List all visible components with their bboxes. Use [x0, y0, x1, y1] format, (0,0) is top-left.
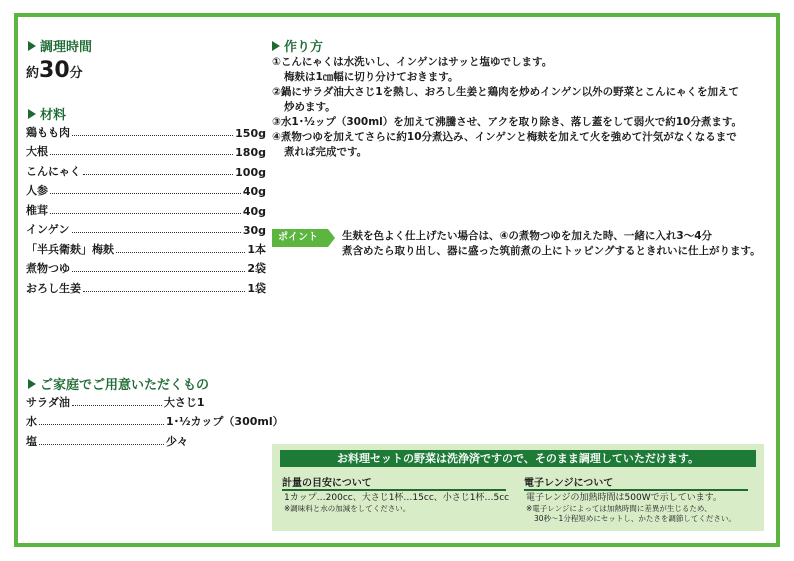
microwave-title: 電子レンジについて [524, 478, 614, 489]
measure-title: 計量の目安について [282, 478, 372, 489]
ingredient-row: 煮物つゆ 2袋 [26, 262, 266, 275]
ingredient-row: 人参 40g [26, 184, 266, 198]
ingredient-row: 大根 180g [26, 145, 266, 159]
home-item-row: 塩 少々 [26, 434, 188, 448]
cook-time-value: 約30分 [26, 58, 83, 83]
ingredients-heading: 材料 [28, 104, 66, 123]
measure-text: 1カップ…200cc、大さじ1杯…15cc、小さじ1杯…5cc [284, 493, 510, 503]
point-tip [272, 229, 762, 259]
info-box [272, 444, 764, 531]
point-text: 生麸を色よく仕上げたい場合は、④の煮物つゆを加えた時、一緒に入れ3～4分 煮含めたら取り出し、器に盛った筑前煮の上にトッピングするときれいに仕上がります。 [342, 230, 761, 257]
ingredient-row: 鶏もも肉 150g [26, 125, 266, 140]
measure-note: ※調味料と水の加減をしてください。 [284, 504, 411, 513]
ingredient-row: こんにゃく 100g [26, 164, 266, 179]
microwave-note: 30秒～1分程短めにセットし、かたさを調節してください。 [534, 514, 736, 523]
home-items-heading: ご家庭でご用意いただくもの [28, 374, 209, 393]
info-banner: お料理セットの野菜は洗浄済ですので、そのまま調理していただけます。 [280, 450, 756, 467]
point-badge: ポイント [272, 229, 328, 247]
home-item-row: 水 1･½カップ（300ml） [26, 415, 284, 428]
ingredient-row: 椎茸 40g [26, 203, 266, 218]
microwave-note: ※電子レンジによっては加熱時間に差異が生じるため、 [526, 504, 712, 513]
ingredient-row: おろし生姜 1袋 [26, 281, 266, 295]
microwave-text: 電子レンジの加熱時間は500Wで示しています。 [526, 493, 722, 503]
measure-divider [282, 489, 506, 491]
triangle-icon [28, 41, 36, 51]
home-item-row: サラダ油 大さじ1 [26, 395, 205, 409]
ingredient-row: 「半兵衛麸」梅麸 1本 [26, 242, 266, 256]
triangle-icon [28, 109, 36, 119]
triangle-icon [272, 41, 280, 51]
microwave-divider [524, 489, 748, 491]
method-heading: 作り方 [272, 36, 323, 55]
cook-time-heading: 調理時間 [28, 36, 92, 55]
ingredient-list [26, 120, 266, 296]
home-item-list [26, 390, 284, 449]
ingredient-row: インゲン 30g [26, 223, 266, 237]
triangle-icon [28, 379, 36, 389]
method-steps: ①こんにゃくは水洗いし、インゲンはサッと塩ゆでします。 梅麸は1㎝幅に切り分けておきます。 ②鍋にサラダ油大さじ1を熱し、おろし生姜と鶏肉を炒めインゲン以外の野菜とこんにゃくを加えて 炒めます。 ③水1･½ップ（300ml）を加えて沸騰させ、アクを取り除き、落し蓋をして弱火で約10分煮ます。 ④煮物つゆを加えてさらに約10分煮込み、インゲンと梅麸を加えて火を強めて汁気がなくなるまで 煮れば完成です。 [272, 56, 742, 158]
